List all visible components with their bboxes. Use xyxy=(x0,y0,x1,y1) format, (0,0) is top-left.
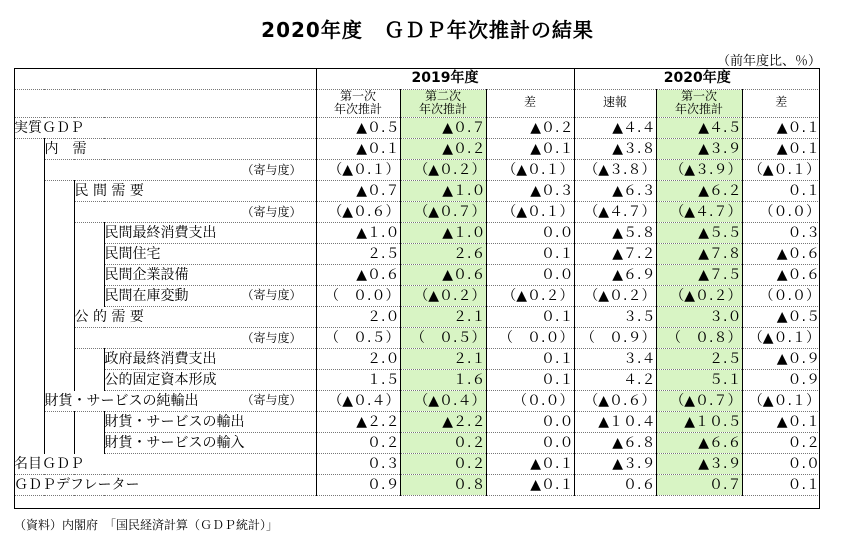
indent-spacer xyxy=(44,286,74,307)
value-cell: ２.５ xyxy=(656,349,742,370)
value-cell: ▲２.２ xyxy=(316,412,400,433)
gdp-table-body xyxy=(14,118,820,496)
row-label-cell xyxy=(14,118,316,139)
indent-spacer xyxy=(44,412,74,433)
row-label: 財貨・サービスの輸出 xyxy=(104,414,245,431)
value-cell: ▲３.９ xyxy=(656,454,742,475)
column-header-3: 速報 xyxy=(574,89,656,118)
value-cell: （▲０.１） xyxy=(742,328,820,349)
indent-spacer xyxy=(14,160,44,181)
row-note: （寄与度） xyxy=(241,205,302,220)
indent-spacer xyxy=(44,307,74,328)
header-blank xyxy=(14,68,316,89)
value-cell: ▲０.５ xyxy=(742,307,820,328)
row-label-cell xyxy=(74,202,316,223)
indent-spacer xyxy=(74,244,104,265)
value-cell: ▲５.８ xyxy=(574,223,656,244)
header-blank-2 xyxy=(14,89,316,118)
table-row xyxy=(14,454,820,475)
indent-spacer xyxy=(44,202,74,223)
value-cell: ０.０ xyxy=(486,223,574,244)
indent-spacer xyxy=(14,349,44,370)
row-label: 内 需 xyxy=(44,141,87,158)
value-cell: ▲４.４ xyxy=(574,118,656,139)
value-cell: ▲６.２ xyxy=(656,181,742,202)
table-row xyxy=(14,160,820,181)
table-row xyxy=(14,223,820,244)
value-cell: ▲３.８ xyxy=(574,139,656,160)
table-row xyxy=(14,433,820,454)
value-cell: （▲０.１） xyxy=(486,160,574,181)
table-row xyxy=(14,412,820,433)
value-cell: ０.１ xyxy=(486,307,574,328)
indent-spacer xyxy=(14,412,44,433)
value-cell: ０.０ xyxy=(486,433,574,454)
year-2019: 2019年度 xyxy=(316,68,574,89)
value-cell: ２.０ xyxy=(316,349,400,370)
value-cell: （▲０.２） xyxy=(656,286,742,307)
indent-spacer xyxy=(44,223,74,244)
row-label-cell xyxy=(104,433,316,454)
row-label-cell xyxy=(44,160,316,181)
indent-spacer xyxy=(14,433,44,454)
value-cell: ▲４.５ xyxy=(656,118,742,139)
indent-spacer xyxy=(74,349,104,370)
value-cell: ▲０.７ xyxy=(316,181,400,202)
gdp-table xyxy=(14,68,820,496)
value-cell: （▲３.９） xyxy=(656,160,742,181)
value-cell: ▲７.５ xyxy=(656,265,742,286)
value-cell: ０.６ xyxy=(574,475,656,496)
row-label-cell xyxy=(14,454,316,475)
value-cell: ▲０.６ xyxy=(742,265,820,286)
indent-spacer xyxy=(74,433,104,454)
column-header-1: 第二次 年次推計 xyxy=(400,89,486,118)
value-cell: ▲３.９ xyxy=(574,454,656,475)
value-cell: （▲０.１） xyxy=(486,202,574,223)
value-cell: ▲０.２ xyxy=(486,118,574,139)
value-cell: （▲０.２） xyxy=(400,160,486,181)
row-label-cell xyxy=(104,265,316,286)
row-label-cell xyxy=(104,223,316,244)
row-label-cell xyxy=(74,181,316,202)
row-label: 民間住宅 xyxy=(104,246,161,263)
value-cell: ０.３ xyxy=(316,454,400,475)
value-cell: ２.５ xyxy=(316,244,400,265)
value-cell: ▲１.０ xyxy=(400,181,486,202)
value-cell: ▲０.９ xyxy=(742,349,820,370)
indent-spacer xyxy=(14,202,44,223)
row-note: （寄与度） xyxy=(241,163,302,178)
column-header-0: 第一次 年次推計 xyxy=(316,89,400,118)
value-cell: ▲０.１ xyxy=(742,139,820,160)
value-cell: （▲０.４） xyxy=(316,391,400,412)
value-cell: ▲０.６ xyxy=(742,244,820,265)
table-row xyxy=(14,475,820,496)
value-cell: １.６ xyxy=(400,370,486,391)
row-note: （寄与度） xyxy=(241,331,302,346)
indent-spacer xyxy=(14,244,44,265)
indent-spacer xyxy=(74,412,104,433)
value-cell: ０.１ xyxy=(486,244,574,265)
value-cell: （▲０.７） xyxy=(400,202,486,223)
value-cell: ３.４ xyxy=(574,349,656,370)
value-cell: ▲０.６ xyxy=(400,265,486,286)
indent-spacer xyxy=(44,349,74,370)
value-cell: （０.０） xyxy=(742,286,820,307)
value-cell: ０.０ xyxy=(486,412,574,433)
table-row xyxy=(14,202,820,223)
value-cell: （▲０.２） xyxy=(400,286,486,307)
row-label: 財貨・サービスの輸入 xyxy=(104,435,245,452)
value-cell: ▲７.２ xyxy=(574,244,656,265)
row-label-cell xyxy=(104,349,316,370)
row-label-cell xyxy=(104,412,316,433)
value-cell: （▲０.６） xyxy=(574,391,656,412)
value-cell: ０.１ xyxy=(486,370,574,391)
value-cell: ▲３.９ xyxy=(656,139,742,160)
value-cell: （▲０.６） xyxy=(316,202,400,223)
value-cell: ▲０.１ xyxy=(316,139,400,160)
indent-spacer xyxy=(44,265,74,286)
indent-spacer xyxy=(14,223,44,244)
indent-spacer xyxy=(14,328,44,349)
value-cell: ▲１０.４ xyxy=(574,412,656,433)
row-label-cell xyxy=(14,475,316,496)
value-cell: （▲０.７） xyxy=(656,391,742,412)
column-header-row xyxy=(14,89,820,118)
value-cell: ０.２ xyxy=(316,433,400,454)
value-cell: ▲０.１ xyxy=(486,475,574,496)
value-cell: ▲０.１ xyxy=(742,412,820,433)
value-cell: ▲０.７ xyxy=(400,118,486,139)
value-cell: ▲０.３ xyxy=(486,181,574,202)
value-cell: ０.７ xyxy=(656,475,742,496)
value-cell: ▲０.１ xyxy=(486,139,574,160)
value-cell: （▲０.２） xyxy=(574,286,656,307)
row-label: 財貨・サービスの純輸出 xyxy=(44,393,199,410)
table-row xyxy=(14,244,820,265)
value-cell: （▲０.１） xyxy=(316,160,400,181)
table-row xyxy=(14,349,820,370)
indent-spacer xyxy=(74,223,104,244)
unit-note: （前年度比、％） xyxy=(716,54,821,69)
row-label: 名目ＧＤＰ xyxy=(14,456,84,473)
value-cell: （ ０.５） xyxy=(316,328,400,349)
value-cell: （▲３.８） xyxy=(574,160,656,181)
value-cell: ０.９ xyxy=(742,370,820,391)
indent-spacer xyxy=(44,244,74,265)
value-cell: ２.１ xyxy=(400,349,486,370)
value-cell: （▲０.１） xyxy=(742,160,820,181)
row-label-cell xyxy=(44,139,316,160)
value-cell: （▲０.２） xyxy=(486,286,574,307)
indent-spacer xyxy=(74,370,104,391)
table-row xyxy=(14,118,820,139)
value-cell: ２.１ xyxy=(400,307,486,328)
value-cell: （ ０.０） xyxy=(486,328,574,349)
row-label: 政府最終消費支出 xyxy=(104,351,217,368)
row-label: 民 間 需 要 xyxy=(74,183,144,200)
value-cell: ０.１ xyxy=(486,349,574,370)
value-cell: ３.０ xyxy=(656,307,742,328)
value-cell: （０.０） xyxy=(742,202,820,223)
value-cell: ０.９ xyxy=(316,475,400,496)
value-cell: ２.６ xyxy=(400,244,486,265)
year-header-row xyxy=(14,68,820,89)
value-cell: ０.０ xyxy=(742,454,820,475)
value-cell: １.５ xyxy=(316,370,400,391)
value-cell: ▲６.６ xyxy=(656,433,742,454)
row-label-cell xyxy=(74,328,316,349)
table-row xyxy=(14,370,820,391)
column-header-4: 第一次 年次推計 xyxy=(656,89,742,118)
value-cell: ▲０.１ xyxy=(742,118,820,139)
value-cell: ▲０.１ xyxy=(486,454,574,475)
value-cell: ▲０.６ xyxy=(316,265,400,286)
indent-spacer xyxy=(14,307,44,328)
value-cell: （▲０.１） xyxy=(742,391,820,412)
value-cell: ０.０ xyxy=(486,265,574,286)
value-cell: （ ０.５） xyxy=(400,328,486,349)
value-cell: ▲２.２ xyxy=(400,412,486,433)
indent-spacer xyxy=(14,391,44,412)
value-cell: ▲１.０ xyxy=(316,223,400,244)
indent-spacer xyxy=(44,433,74,454)
value-cell: ０.２ xyxy=(400,433,486,454)
value-cell: ４.２ xyxy=(574,370,656,391)
table-row xyxy=(14,265,820,286)
value-cell: （ ０.０） xyxy=(316,286,400,307)
indent-spacer xyxy=(44,370,74,391)
value-cell: ０.２ xyxy=(742,433,820,454)
indent-spacer xyxy=(14,139,44,160)
indent-spacer xyxy=(14,265,44,286)
value-cell: ２.０ xyxy=(316,307,400,328)
row-label-cell xyxy=(104,370,316,391)
value-cell: ０.１ xyxy=(742,475,820,496)
column-header-5: 差 xyxy=(742,89,820,118)
row-note: （寄与度） xyxy=(241,393,302,408)
row-label-cell xyxy=(74,307,316,328)
row-label: 民間企業設備 xyxy=(104,267,189,284)
indent-spacer xyxy=(74,265,104,286)
row-label: 民間最終消費支出 xyxy=(104,225,217,242)
indent-spacer xyxy=(44,181,74,202)
value-cell: （０.０） xyxy=(486,391,574,412)
row-label: 公的固定資本形成 xyxy=(104,372,217,389)
value-cell: ０.２ xyxy=(400,454,486,475)
row-label: ＧＤＰデフレーター xyxy=(14,477,140,494)
table-row xyxy=(14,286,820,307)
value-cell: ０.１ xyxy=(742,181,820,202)
value-cell: ▲６.８ xyxy=(574,433,656,454)
row-label: 公 的 需 要 xyxy=(74,309,144,326)
indent-spacer xyxy=(14,370,44,391)
table-row xyxy=(14,391,820,412)
table-row xyxy=(14,328,820,349)
value-cell: ３.５ xyxy=(574,307,656,328)
indent-spacer xyxy=(44,328,74,349)
year-2020: 2020年度 xyxy=(574,68,820,89)
value-cell: ０.３ xyxy=(742,223,820,244)
row-label-cell xyxy=(104,286,316,307)
table-row xyxy=(14,139,820,160)
table-row xyxy=(14,307,820,328)
row-label: 実質ＧＤＰ xyxy=(14,120,84,137)
value-cell: （▲４.７） xyxy=(656,202,742,223)
value-cell: （▲０.４） xyxy=(400,391,486,412)
indent-spacer xyxy=(74,286,104,307)
value-cell: ▲０.２ xyxy=(400,139,486,160)
value-cell: ▲１０.５ xyxy=(656,412,742,433)
source-note: （資料）内閣府 「国民経済計算（ＧＤＰ統計）」 xyxy=(14,518,279,532)
row-label: 民間在庫変動 xyxy=(104,288,189,305)
column-header-2: 差 xyxy=(486,89,574,118)
value-cell: ▲６.９ xyxy=(574,265,656,286)
table-row xyxy=(14,181,820,202)
value-cell: ▲０.５ xyxy=(316,118,400,139)
row-label-cell xyxy=(104,244,316,265)
indent-spacer xyxy=(14,181,44,202)
row-label-cell xyxy=(44,391,316,412)
value-cell: ▲６.３ xyxy=(574,181,656,202)
value-cell: （ ０.８） xyxy=(656,328,742,349)
row-note: （寄与度） xyxy=(241,288,302,303)
value-cell: ０.８ xyxy=(400,475,486,496)
value-cell: ▲７.８ xyxy=(656,244,742,265)
page-title: 2020年度 ＧＤＰ年次推計の結果 xyxy=(261,18,594,42)
indent-spacer xyxy=(14,286,44,307)
value-cell: ５.１ xyxy=(656,370,742,391)
value-cell: ▲１.０ xyxy=(400,223,486,244)
value-cell: （▲４.７） xyxy=(574,202,656,223)
value-cell: （ ０.９） xyxy=(574,328,656,349)
value-cell: ▲５.５ xyxy=(656,223,742,244)
